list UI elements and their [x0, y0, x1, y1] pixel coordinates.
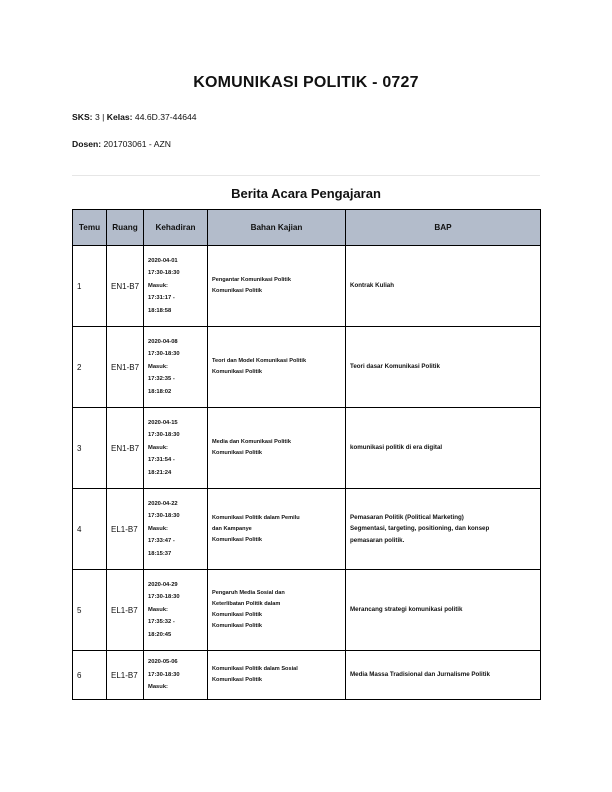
cell-bap-line: Teori dasar Komunikasi Politik [350, 363, 440, 371]
cell-kehadiran-line: 18:18:58 [148, 307, 172, 314]
table-row [73, 651, 541, 700]
kelas-value: 44.6D.37-44644 [134, 112, 197, 122]
cell-bahan-kajian-line: Teori dan Model Komunikasi Politik [212, 358, 307, 364]
cell-kehadiran-line: 17:30-18:30 [148, 270, 180, 277]
cell-ruang: EN1-B7 [107, 408, 144, 489]
cell-bahan-kajian-line: Pengaruh Media Sosial dan [212, 590, 285, 596]
cell-kehadiran-line: 2020-04-01 [148, 257, 178, 264]
cell-bap-line: pemasaran politik. [350, 536, 405, 544]
table-row [73, 408, 541, 489]
cell-ruang: EN1-B7 [107, 246, 144, 327]
bap-table [72, 209, 541, 700]
cell-bap-line: Pemasaran Politik (Political Marketing) [350, 513, 464, 521]
cell-kehadiran-line: 17:32:35 - [148, 376, 175, 383]
cell-temu: 1 [73, 246, 107, 327]
header-bahan-kajian: Bahan Kajian [208, 210, 346, 246]
cell-bap-line: Kontrak Kuliah [350, 282, 395, 290]
cell-kehadiran-line: Masuk: [148, 444, 168, 451]
cell-temu: 5 [73, 570, 107, 651]
cell-kehadiran [144, 489, 208, 570]
cell-bahan-kajian [208, 570, 346, 651]
cell-bahan-kajian-line: Komunikasi Politik [212, 450, 263, 456]
cell-bap-line: Segmentasi, targeting, positioning, dan konsep [350, 525, 490, 533]
cell-bahan-kajian-line: Komunikasi Politik [212, 612, 263, 618]
cell-ruang: EN1-B7 [107, 327, 144, 408]
table-row [73, 570, 541, 651]
cell-bahan-kajian [208, 408, 346, 489]
table-row [73, 489, 541, 570]
cell-kehadiran-line: Masuk: [148, 525, 168, 532]
cell-temu: 2 [73, 327, 107, 408]
header-ruang: Ruang [107, 210, 144, 246]
cell-kehadiran-line: Masuk: [148, 684, 168, 691]
cell-kehadiran-line: 17:35:32 - [148, 619, 175, 626]
cell-bap [346, 246, 541, 327]
cell-temu: 6 [73, 651, 107, 700]
cell-bahan-kajian-line: Media dan Komunikasi Politik [212, 439, 291, 445]
page-title: KOMUNIKASI POLITIK - 0727 [193, 74, 419, 91]
cell-kehadiran-line: 2020-05-06 [148, 659, 178, 666]
cell-kehadiran-line: 18:21:24 [148, 469, 172, 476]
cell-kehadiran-line: 18:20:45 [148, 631, 172, 638]
cell-ruang: EL1-B7 [107, 489, 144, 570]
cell-bap-line: Merancang strategi komunikasi politik [350, 606, 463, 614]
cell-bap-line: komunikasi politik di era digital [350, 444, 443, 452]
cell-kehadiran-line: 17:33:47 - [148, 538, 175, 545]
cell-bahan-kajian-line: Komunikasi Politik dalam Sosial [212, 666, 298, 672]
cell-kehadiran-line: 17:30-18:30 [148, 351, 180, 358]
sks-label: SKS: [72, 112, 93, 122]
dosen-value: 201703061 - AZN [103, 139, 171, 149]
cell-bahan-kajian-line: Pengantar Komunikasi Politik [212, 277, 291, 283]
cell-kehadiran-line: 18:15:37 [148, 550, 172, 557]
cell-kehadiran-line: 17:30-18:30 [148, 513, 180, 520]
header-temu: Temu [73, 210, 107, 246]
sks-value: 3 [94, 112, 100, 122]
cell-kehadiran-line: 17:30-18:30 [148, 671, 180, 678]
cell-kehadiran [144, 651, 208, 700]
header-kehadiran: Kehadiran [144, 210, 208, 246]
cell-bap-line: Media Massa Tradisional dan Jurnalisme Politik [350, 671, 490, 679]
cell-ruang: EL1-B7 [107, 570, 144, 651]
cell-temu: 4 [73, 489, 107, 570]
cell-bahan-kajian-line: Keterlibatan Politik dalam [212, 601, 281, 607]
cell-kehadiran-line: 17:30-18:30 [148, 432, 180, 439]
cell-bahan-kajian-line: Komunikasi Politik [212, 288, 263, 294]
cell-bahan-kajian-line: Komunikasi Politik [212, 677, 263, 683]
cell-kehadiran-line: Masuk: [148, 282, 168, 289]
cell-bap [346, 327, 541, 408]
kelas-label: Kelas: [106, 112, 133, 122]
cell-kehadiran [144, 246, 208, 327]
cell-kehadiran-line: 2020-04-22 [148, 500, 178, 507]
divider [72, 175, 540, 176]
course-meta [72, 112, 197, 122]
cell-kehadiran [144, 408, 208, 489]
cell-bahan-kajian-line: Komunikasi Politik [212, 536, 263, 543]
section-title: Berita Acara Pengajaran [231, 186, 381, 201]
cell-kehadiran-line: Masuk: [148, 363, 168, 370]
cell-bap [346, 408, 541, 489]
cell-bahan-kajian-line: Komunikasi Politik [212, 369, 263, 375]
cell-kehadiran-line: 17:31:54 - [148, 457, 175, 464]
cell-bahan-kajian-line: dan Kampanye [212, 525, 252, 532]
cell-kehadiran-line: 2020-04-15 [148, 419, 178, 426]
cell-bap [346, 570, 541, 651]
table-header-row [73, 210, 541, 246]
meta-separator: | [102, 112, 105, 122]
dosen-label: Dosen: [72, 139, 102, 149]
cell-kehadiran-line: 18:18:02 [148, 388, 172, 395]
cell-kehadiran [144, 327, 208, 408]
table-row [73, 246, 541, 327]
cell-bahan-kajian [208, 327, 346, 408]
cell-kehadiran-line: 2020-04-29 [148, 581, 178, 588]
cell-kehadiran-line: 17:30-18:30 [148, 594, 180, 601]
cell-kehadiran-line: 2020-04-08 [148, 338, 178, 345]
cell-ruang: EL1-B7 [107, 651, 144, 700]
lecturer-meta [72, 139, 171, 149]
cell-kehadiran-line: 17:31:17 - [148, 295, 175, 302]
cell-bap [346, 651, 541, 700]
header-bap: BAP [346, 210, 541, 246]
cell-bahan-kajian [208, 246, 346, 327]
cell-bahan-kajian-line: Komunikasi Politik dalam Pemilu [212, 514, 300, 521]
cell-bap [346, 489, 541, 570]
cell-bahan-kajian [208, 489, 346, 570]
cell-kehadiran-line: Masuk: [148, 606, 168, 613]
cell-bahan-kajian-line: Komunikasi Politik [212, 623, 263, 629]
table-row [73, 327, 541, 408]
cell-bahan-kajian [208, 651, 346, 700]
cell-temu: 3 [73, 408, 107, 489]
cell-kehadiran [144, 570, 208, 651]
